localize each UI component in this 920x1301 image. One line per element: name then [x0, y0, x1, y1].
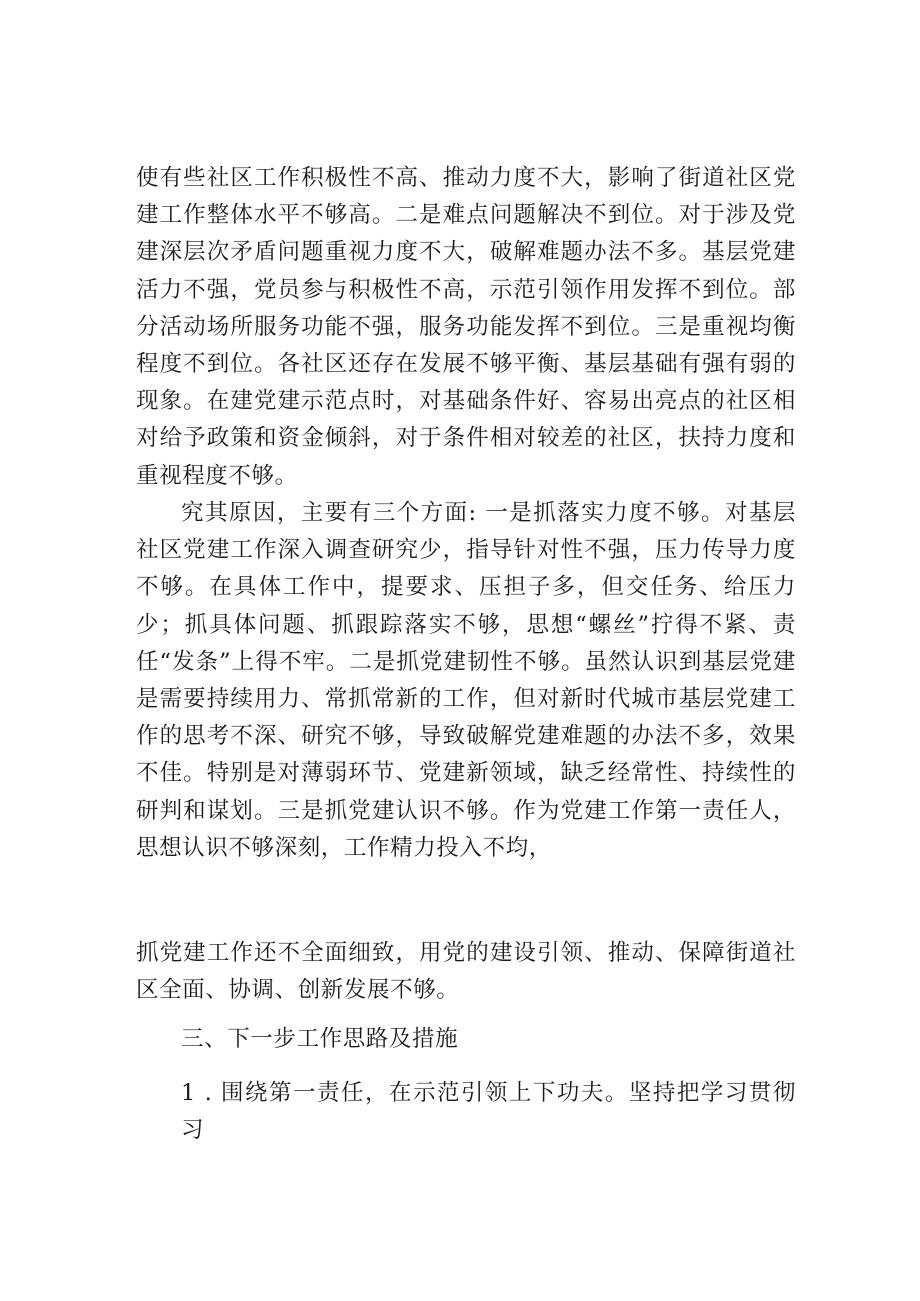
paragraph-causes: 究其原因，主要有三个方面: 一是抓落实力度不够。对基层社区党建工作深入调查研究少，指导针对性不强，压力传导力度不够。在具体工作中，提要求、压担子多，但交任务、给压力少；抓具体问题、抓跟踪落实不够，思想“螺丝”拧得不紧、责任“发条”上得不牢。二是抓党建韧性不够。虽然认识到基层党建是需要持续用力、常抓常新的工作，但对新时代城市基层党建工作的思考不深、研究不够，导致破解党建难题的办法不多，效果不佳。特别是对薄弱环节、党建新领域，缺乏经常性、持续性的研判和谋划。三是抓党建认识不够。作为党建工作第一责任人，思想认识不够深刻，工作精力投入不均，: [136, 500, 796, 861]
paragraph-continuation: 抓党建工作还不全面细致，用党的建设引领、推动、保障街道社区全面、协调、创新发展不够。: [136, 940, 796, 1004]
section-heading-next-steps: 三、下一步工作思路及措施: [181, 1026, 459, 1052]
paragraph-problems: 使有些社区工作积极性不高、推动力度不大，影响了街道社区党建工作整体水平不够高。二是难点问题解决不到位。对于涉及党建深层次矛盾问题重视力度不大，破解难题办法不多。基层党建活力不强，党员参与积极性不高，示范引领作用发挥不到位。部分活动场所服务功能不强，服务功能发挥不到位。三是重视均衡程度不到位。各社区还存在发展不够平衡、基层基础有强有弱的现象。在建党建示范点时，对基础条件好、容易出亮点的社区相对给予政策和资金倾斜，对于条件相对较差的社区，扶持力度和重视程度不够。: [136, 165, 796, 489]
paragraph-measure-1: 1 . 围绕第一责任，在示范引领上下功夫。坚持把学习贯彻习: [181, 1080, 796, 1144]
